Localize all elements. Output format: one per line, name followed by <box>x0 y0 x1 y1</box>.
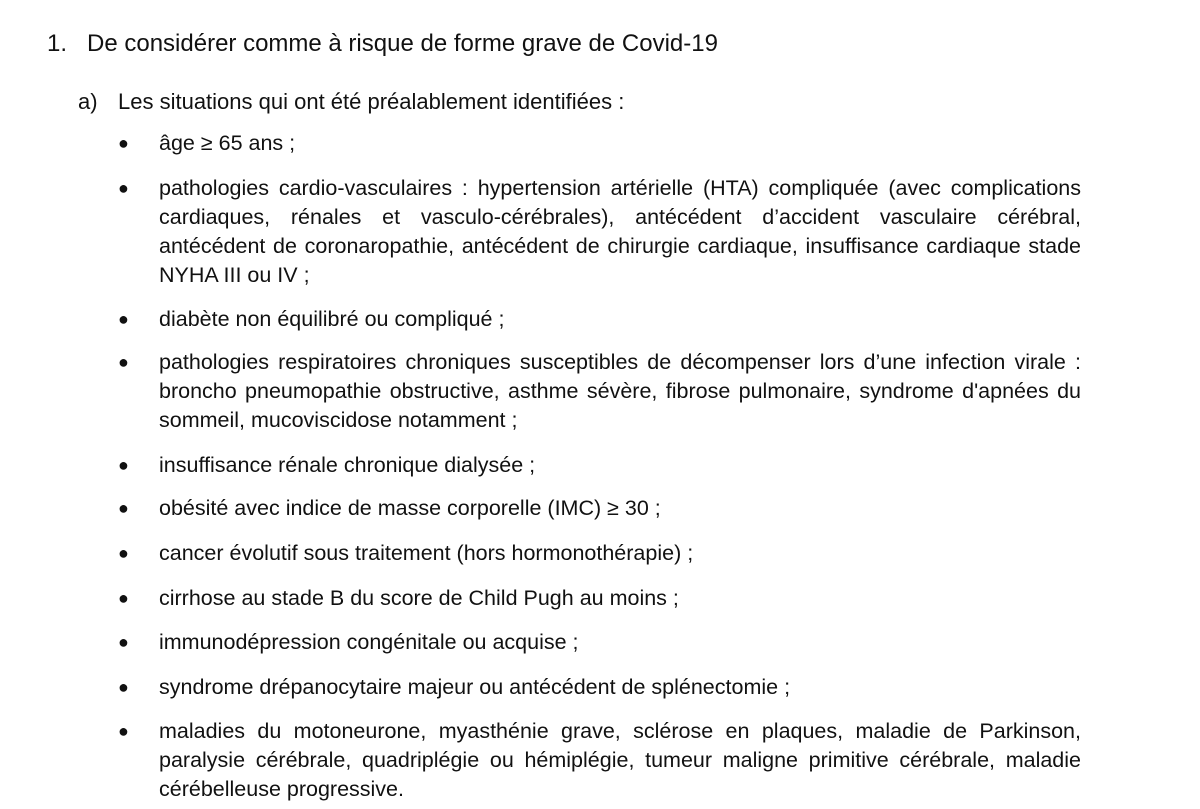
list-item-text: âge ≥ 65 ans ; <box>159 131 296 155</box>
list-item-text: diabète non équilibré ou compliqué ; <box>159 307 505 331</box>
list-item-text: cirrhose au stade B du score de Child Pugh au moins ; <box>159 586 679 610</box>
list-item-text: pathologies respiratoires chroniques susceptibles de décompenser lors d’une infection virale : broncho pneumopathie obstructive, asthme sévère, fibrose pulmonaire, syndrome d'apnées du sommeil, mucoviscidose notamment ; <box>159 350 1081 432</box>
list-item <box>159 539 1081 568</box>
list-item-text: immunodépression congénitale ou acquise ; <box>159 630 579 654</box>
list-item <box>159 305 1081 334</box>
section-title: De considérer comme à risque de forme grave de Covid-19 <box>87 30 718 57</box>
list-item-text: pathologies cardio-vasculaires : hypertension artérielle (HTA) compliquée (avec complications cardiaques, rénales et vasculo-cérébrales), antécédent d’accident vasculaire cérébral, antécédent de coronaropathie, antécédent de chirurgie cardiaque, insuffisance cardiaque stade NYHA III ou IV ; <box>159 176 1081 287</box>
list-item <box>159 628 1081 657</box>
list-item-text: insuffisance rénale chronique dialysée ; <box>159 453 536 477</box>
subsection-letter: a) <box>78 89 98 114</box>
section-number: 1. <box>47 30 68 57</box>
bullet-icon <box>118 628 132 657</box>
bullet-icon <box>118 348 132 377</box>
bullet-icon <box>118 539 132 568</box>
list-item <box>159 717 1081 804</box>
list-item <box>159 129 1081 158</box>
bullet-icon <box>118 305 132 334</box>
bullet-icon <box>118 174 132 203</box>
bullet-icon <box>118 451 132 480</box>
list-item-text: obésité avec indice de masse corporelle (IMC) ≥ 30 ; <box>159 496 661 520</box>
list-item <box>159 348 1081 435</box>
bullet-icon <box>118 673 132 702</box>
list-item <box>159 174 1081 290</box>
list-item <box>159 584 1081 613</box>
list-item-text: cancer évolutif sous traitement (hors hormonothérapie) ; <box>159 541 694 565</box>
list-item-text: syndrome drépanocytaire majeur ou antécédent de splénectomie ; <box>159 675 791 699</box>
list-item <box>159 673 1081 702</box>
bullet-icon <box>118 584 132 613</box>
list-item-text: maladies du motoneurone, myasthénie grave, sclérose en plaques, maladie de Parkinson, paralysie cérébrale, quadriplégie ou hémiplégie, tumeur maligne primitive cérébrale, maladie cérébelleuse progressive. <box>159 719 1081 801</box>
bullet-icon <box>118 129 132 158</box>
bullet-icon <box>118 494 132 523</box>
bullet-icon <box>118 717 132 746</box>
list-item <box>159 451 1081 480</box>
list-item <box>159 494 1081 523</box>
subsection-title: Les situations qui ont été préalablement identifiées : <box>118 89 625 114</box>
